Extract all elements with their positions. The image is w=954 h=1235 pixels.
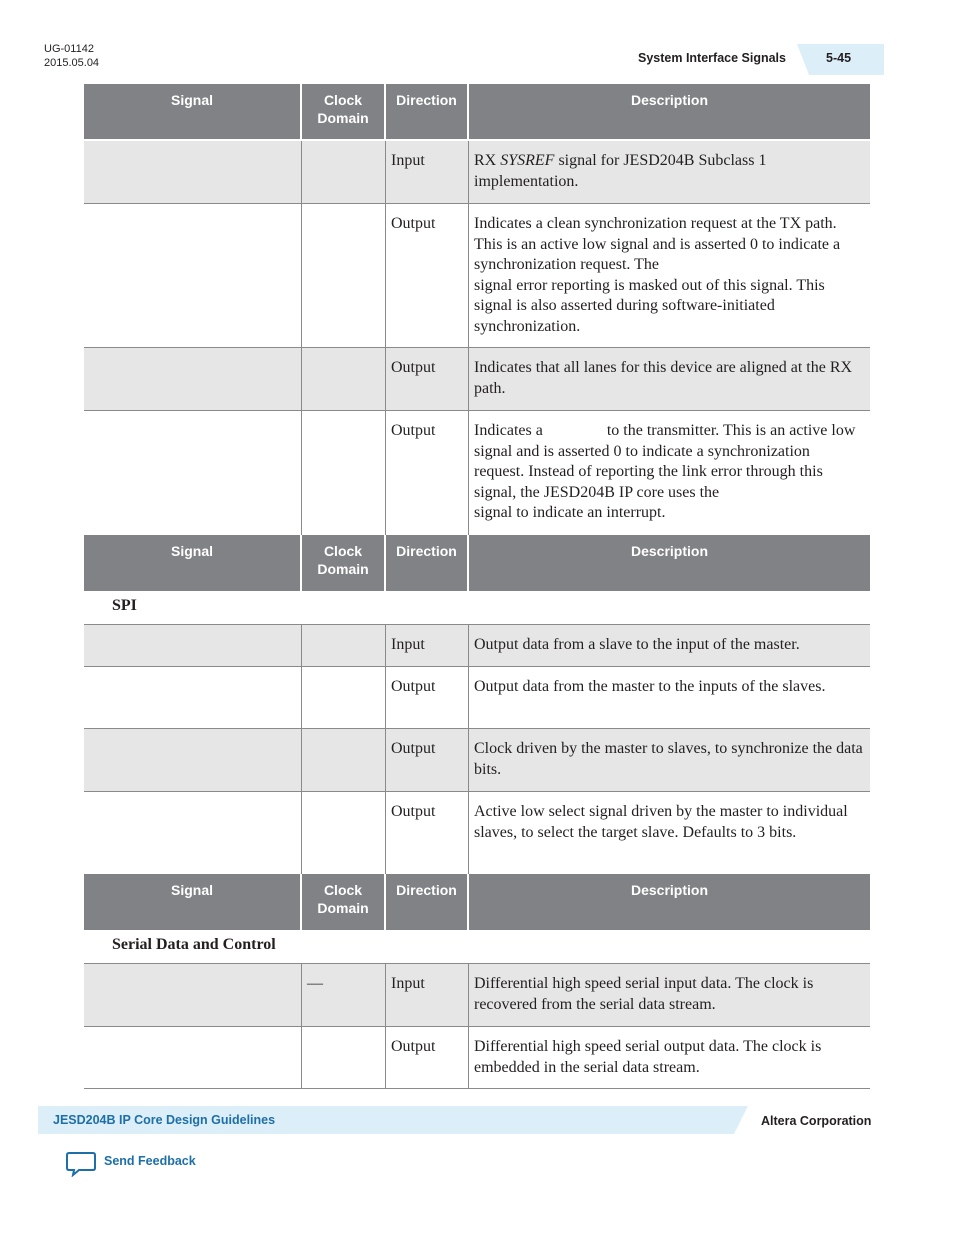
description-cell: Output data from the master to the inputs of the slaves. (474, 678, 826, 695)
direction-cell: Input (386, 625, 469, 666)
signal-cell (84, 1027, 302, 1088)
table-row (84, 204, 870, 348)
signal-cell (84, 204, 302, 347)
table-row (84, 667, 870, 729)
clock-domain-cell (302, 1027, 386, 1088)
description-cell: Differential high speed serial output data. The clock is embedded in the serial data stream. (474, 1038, 822, 1076)
column-header-direction: Direction (386, 535, 469, 591)
column-header-clock-domain: Clock Domain (302, 535, 386, 591)
clock-domain-cell (302, 204, 386, 347)
group-heading-spi: SPI (84, 593, 870, 625)
direction-cell: Output (386, 1027, 469, 1088)
sysref-term: SYSREF (500, 152, 555, 169)
clock-domain-cell (302, 667, 386, 728)
column-header-description: Description (630, 882, 708, 898)
signal-cell (84, 348, 302, 410)
clock-domain-cell (302, 625, 386, 666)
column-header-signal: Signal (84, 84, 302, 139)
description-cell: Output data from a slave to the input of the master. (474, 636, 800, 653)
table-header-row (84, 874, 870, 932)
description-cell: Indicates that all lanes for this device are aligned at the RX path. (474, 359, 853, 397)
document-id: UG-01142 (44, 43, 94, 55)
description-cell: Active low select signal driven by the master to individual slaves, to select the target slave. Defaults to 3 bits. (474, 803, 848, 841)
table-header-row (84, 84, 870, 141)
clock-domain-cell (302, 141, 386, 203)
description-cell: Differential high speed serial input data. The clock is recovered from the serial data stream. (474, 975, 814, 1013)
document-id-block (44, 42, 99, 70)
description-text: signal for JESD204B Subclass 1 implementation. (474, 152, 767, 190)
table-row (84, 411, 870, 535)
column-header-description: Description (630, 543, 708, 559)
signal-cell (84, 411, 302, 535)
table-row (84, 348, 870, 411)
column-header-clock-domain: Clock Domain (302, 84, 386, 139)
table-row (84, 1027, 870, 1089)
footer-document-title[interactable]: JESD204B IP Core Design Guidelines (53, 1113, 276, 1127)
table-row (84, 964, 870, 1027)
direction-cell: Input (386, 141, 469, 203)
column-header-description: Description (630, 92, 708, 108)
column-header-clock-domain: Clock Domain (302, 874, 386, 930)
description-cell: Clock driven by the master to slaves, to synchronize the data bits. (474, 740, 863, 778)
clock-domain-cell: — (302, 964, 386, 1026)
direction-cell: Output (386, 729, 469, 791)
signals-table (84, 84, 870, 1089)
clock-domain-cell (302, 792, 386, 874)
description-text: RX (474, 152, 501, 169)
column-header-direction: Direction (386, 874, 469, 930)
signal-cell (84, 964, 302, 1026)
direction-cell: Output (386, 411, 469, 535)
table-row (84, 792, 870, 874)
clock-domain-cell (302, 729, 386, 791)
signal-cell (84, 729, 302, 791)
table-row (84, 625, 870, 667)
direction-cell: Output (386, 348, 469, 410)
signal-cell (84, 667, 302, 728)
document-date: 2015.05.04 (44, 57, 100, 69)
table-row (84, 141, 870, 204)
section-title: System Interface Signals (638, 51, 786, 65)
feedback-icon[interactable] (66, 1151, 96, 1177)
direction-cell: Input (386, 964, 469, 1026)
column-header-signal: Signal (84, 874, 302, 930)
table-header-row (84, 535, 870, 593)
table-row (84, 729, 870, 792)
direction-cell: Output (386, 792, 469, 874)
group-heading-serial-data: Serial Data and Control (84, 932, 870, 964)
signal-cell (84, 625, 302, 666)
clock-domain-cell (302, 411, 386, 535)
column-header-direction: Direction (386, 84, 469, 139)
direction-cell: Output (386, 667, 469, 728)
description-cell: Indicates a clean synchronization request at the TX path. This is an active low signal and is asserted 0 to indicate a synchronization request. The signal error reporting is masked out of this signal. This signal is also asserted during software-initiated synchronization. (474, 215, 841, 335)
footer-company: Altera Corporation (761, 1114, 872, 1128)
description-cell (469, 141, 870, 203)
page-number: 5-45 (826, 51, 852, 65)
signal-cell (84, 141, 302, 203)
clock-domain-cell (302, 348, 386, 410)
column-header-signal: Signal (84, 535, 302, 591)
description-cell: Indicates a to the transmitter. This is an active low signal and is asserted 0 to indicate a synchronization request. Instead of reporting the link error through this signal, the JESD204B IP core uses the signal to indicate an interrupt. (474, 422, 860, 522)
signal-cell (84, 792, 302, 874)
direction-cell: Output (386, 204, 469, 347)
send-feedback-link[interactable]: Send Feedback (104, 1154, 196, 1168)
